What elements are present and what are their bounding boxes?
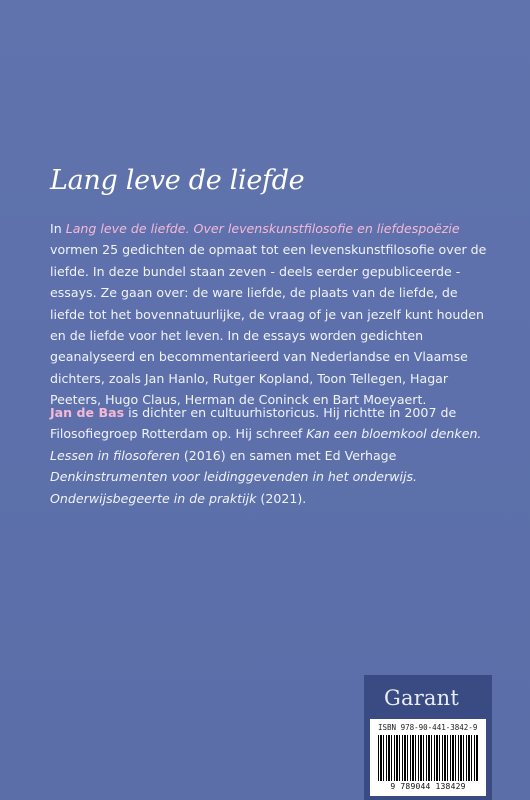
barcode-number: 9 789044 138429	[390, 782, 466, 791]
publisher-badge	[364, 675, 492, 800]
publisher-logo: Garant	[384, 686, 460, 710]
summary-body: vormen 25 gedichten de opmaat tot een levenskunstfilosofie over de liefde. In deze bundel staan zeven - deels eerder gepubliceerde - essays. Ze gaan over: de ware liefde, de plaats van de liefde, de liefde tot het bovennatuurlijke, de vraag of je van jezelf kunt houden en de liefde voor het leven. In de essays worden gedichten geanalyseerd en becommentarieerd van Nederlandse en Vlaamse dichters, zoals Jan Hanlo, Rutger Kopland, Toon Tellegen, Hagar Peeters, Hugo Claus, Herman de Coninck en Bart Moeyaert.	[50, 242, 487, 408]
author-text-1: is dichter en cultuurhistoricus. Hij richtte in 2007 de Filosofiegroep Rotterdam op. Hij schreef	[50, 405, 457, 442]
book-title: Lang leve de liefde	[50, 165, 305, 196]
isbn-label-strip	[370, 719, 486, 796]
author-name: Jan de Bas	[50, 405, 125, 420]
summary-book-title: Lang leve de liefde. Over levenskunstfilosofie en liefdespoëzie	[65, 221, 460, 236]
summary-paragraph	[50, 218, 490, 411]
author-text-3: (2021).	[256, 490, 307, 506]
author-text-2: (2016) en samen met Ed Verhage	[179, 447, 397, 463]
summary-lead: In	[50, 221, 66, 236]
author-paragraph	[50, 402, 490, 509]
isbn-text: ISBN 978-90-441-3842-9	[378, 723, 478, 732]
author-book-1: Kan een bloemkool denken. Lessen in filosoferen	[50, 426, 482, 463]
author-book-2: Denkinstrumenten voor leidinggevenden in het onderwijs. Onderwijsbegeerte in de praktijk	[50, 469, 418, 506]
barcode-icon	[378, 735, 478, 781]
